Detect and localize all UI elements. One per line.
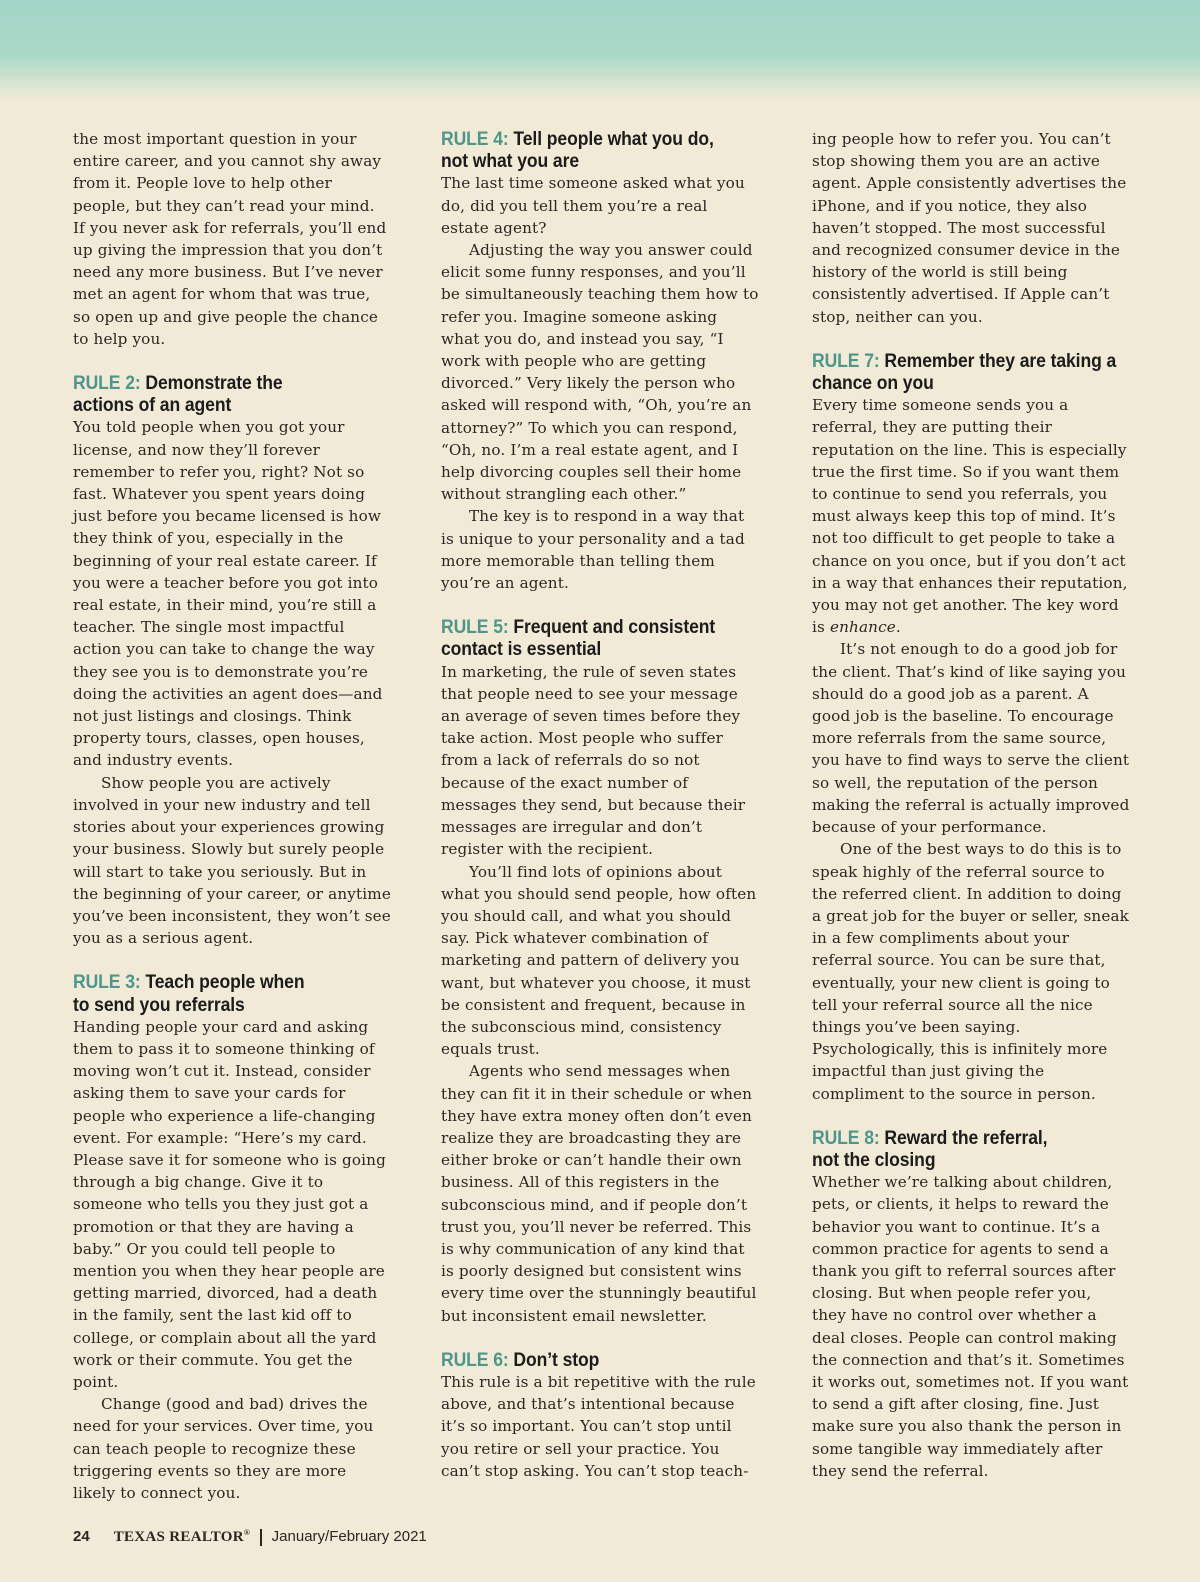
paragraph: Handing people your card and asking them to pass it to someone thinking of moving won’t cut it. Instead, consider asking them to save your cards for people who experience a life-changing event. For example: “Here’s my card. Please save it for someone who is going through a big change. Give it to someone who tells you they just got a promotion or that they are having a baby.” Or you could tell people to mention you when they hear people are getting married, divorced, had a death in the family, sent the last kid off to college, or complain about all the yard work or their commute. You get the point. xyxy=(73,1017,386,1391)
rule-title-line-2: not the closing xyxy=(812,1148,936,1171)
paragraph: Show people you are actively involved in your new industry and tell stories about your experiences growing your business. Slowly but surely people will start to take you seriously. But in the beginning of your career, or anytime you’ve been inconsistent, they won’t see you as a serious agent. xyxy=(73,773,391,948)
rule-7-heading xyxy=(812,349,1117,395)
paragraph: the most important question in your entire career, and you cannot shy away from it. People love to help other people, but they can’t read your mind. If you never ask for referrals, you’ll end up giving the impression that you don’t need any more business. But I’ve never met an agent for whom that was true, so open up and give people the chance to help you. xyxy=(73,130,387,348)
rule-title: Teach people when xyxy=(145,971,305,994)
footer-divider xyxy=(260,1529,262,1546)
rule-title: Remember they are taking a xyxy=(884,349,1117,372)
rule-title-line-2: to send you referrals xyxy=(73,993,245,1016)
emphasis-text: enhance xyxy=(829,618,896,637)
article-column-3 xyxy=(812,128,1130,1482)
rule-label: RULE 8: xyxy=(812,1126,880,1149)
rule-title-line-2: not what you are xyxy=(441,150,580,173)
paragraph: Agents who send messages when they can fit it in their schedule or when they have extra money often don’t even realize they are broadcasting they are either broke or can’t handle their own business. All of this registers in the subconscious mind, and if people don’t trust you, you’ll never be referred. This is why communication of any kind that is poorly designed but consistent wins every time over the stunningly beautiful but inconsistent email newsletter. xyxy=(441,1062,757,1325)
paragraph: One of the best ways to do this is to speak highly of the referral source to the referred client. In addition to doing a great job for the buyer or seller, sneak in a few compliments about your referral source. You can be sure that, eventually, your new client is going to tell your referral source all the nice things you’ve been saying. Psychologically, this is infinitely more impactful than just giving the compliment to the source in person. xyxy=(812,840,1130,1103)
registered-mark: ® xyxy=(243,1528,251,1537)
article-column-1 xyxy=(73,128,391,1504)
paragraph-text: Every time someone sends you a referral, they are putting their reputation on the line. This is especially true the first time. So if you want them to continue to send you referrals, you must always keep this top of mind. It’s not too difficult to get people to take a chance on you once, but if you don’t act in a way that enhances their reputation, you may not get another. The key word is xyxy=(812,396,1128,637)
rule-label: RULE 5: xyxy=(441,616,509,639)
rule-8-heading xyxy=(812,1127,1098,1171)
paragraph: Whether we’re talking about children, pets, or clients, it helps to reward the behavior you want to continue. It’s a common practice for agents to send a thank you gift to referral sources after closing. But when people refer you, they have no control over whether a deal closes. People can control making the connection and that’s it. Sometimes it works out, sometimes not. If you want to send a gift after closing, fine. Just make sure you also thank the person in some tangible way immediately after they send the referral. xyxy=(812,1173,1129,1480)
page-number: 24 xyxy=(73,1528,90,1545)
rule-title: Tell people what you do, xyxy=(513,128,714,150)
rule-label: RULE 6: xyxy=(441,1348,509,1371)
rule-label: RULE 3: xyxy=(73,971,141,994)
issue-date: January/February 2021 xyxy=(271,1528,427,1545)
paragraph: The last time someone asked what you do, did you tell them you’re a real estate agent? xyxy=(441,174,745,237)
decorative-top-band xyxy=(0,0,1200,100)
rule-3-heading xyxy=(73,971,359,1015)
paragraph-text-end: . xyxy=(895,618,901,637)
magazine-title xyxy=(114,1528,250,1546)
rule-label: RULE 2: xyxy=(73,372,141,395)
rule-5-heading xyxy=(441,616,727,660)
paragraph: The key is to respond in a way that is unique to your personality and a tad more memorable than telling them you’re an agent. xyxy=(441,507,745,593)
paragraph: This rule is a bit repetitive with the rule above, and that’s intentional because it’s so important. You can’t stop until you retire or sell your practice. You can’t stop asking. You can’t stop teach- xyxy=(441,1372,756,1480)
rule-title: Frequent and consistent xyxy=(513,616,716,639)
rule-title: Reward the referral, xyxy=(884,1126,1048,1149)
page-footer xyxy=(73,1528,427,1546)
paragraph: You’ll find lots of opinions about what you should send people, how often you should call, and what you should say. Pick whatever combination of marketing and pattern of delivery you want, but whatever you choose, it must be consistent and frequent, because in the subconscious mind, consistency equals trust. xyxy=(441,862,757,1059)
rule-2-heading xyxy=(73,372,359,416)
paragraph: You told people when you got your license, and now they’ll forever remember to refer you, right? Not so fast. Whatever you spent years doing just before you became licensed is how they think of you, especially in the beginning of your real estate career. If you were a teacher before you got into real estate, in their mind, you’re still a teacher. The single most impactful action you can take to change the way they see you is to demonstrate you’re doing the activities an agent does—and not just listings and closings. Think property tours, classes, open houses, and industry events. xyxy=(73,418,383,770)
rule-label: RULE 7: xyxy=(812,349,880,372)
rule-title-line-2: chance on you xyxy=(812,372,934,395)
rule-6-heading xyxy=(441,1349,727,1371)
rule-4-heading xyxy=(441,128,727,172)
paragraph: It’s not enough to do a good job for the client. That’s kind of like saying you should do a good job as a parent. A good job is the baseline. To encourage more referrals from the same source, you have to find ways to serve the client so well, the reputation of the person making the referral is actually improved because of your performance. xyxy=(812,640,1130,837)
rule-title: Demonstrate the xyxy=(145,372,283,395)
article-column-2 xyxy=(441,128,759,1482)
rule-title-line-2: actions of an agent xyxy=(73,394,232,417)
paragraph: Adjusting the way you answer could elicit some funny responses, and you’ll be simultaneously teaching them how to refer you. Imagine someone asking what you do, and instead you say, “I work with people who are getting divorced.” Very likely the person who asked will respond with, “Oh, you’re an attorney?” To which you can respond, “Oh, no. I’m a real estate agent, and I help divorcing couples sell their home without strangling each other.” xyxy=(441,241,759,504)
magazine-name: TEXAS REALTOR xyxy=(113,1529,244,1545)
paragraph: ing people how to refer you. You can’t stop showing them you are an active agent. Apple consistently advertises the iPhone, and if you notice, they also haven’t stopped. The most successful and recognized consumer device in the history of the world is still being consistently advertised. If Apple can’t stop, neither can you. xyxy=(812,130,1127,326)
rule-label: RULE 4: xyxy=(441,128,509,150)
paragraph: Change (good and bad) drives the need for your services. Over time, you can teach people to recognize these triggering events so they are more likely to connect you. xyxy=(73,1395,374,1502)
rule-title-line-2: contact is essential xyxy=(441,638,602,661)
paragraph: In marketing, the rule of seven states that people need to see your message an average of seven times before they take action. Most people who suffer from a lack of referrals do so not because of the exact number of messages they send, but because their messages are irregular and don’t register with the recipient. xyxy=(441,662,746,859)
rule-title: Don’t stop xyxy=(513,1348,600,1371)
paragraph xyxy=(812,394,1130,638)
